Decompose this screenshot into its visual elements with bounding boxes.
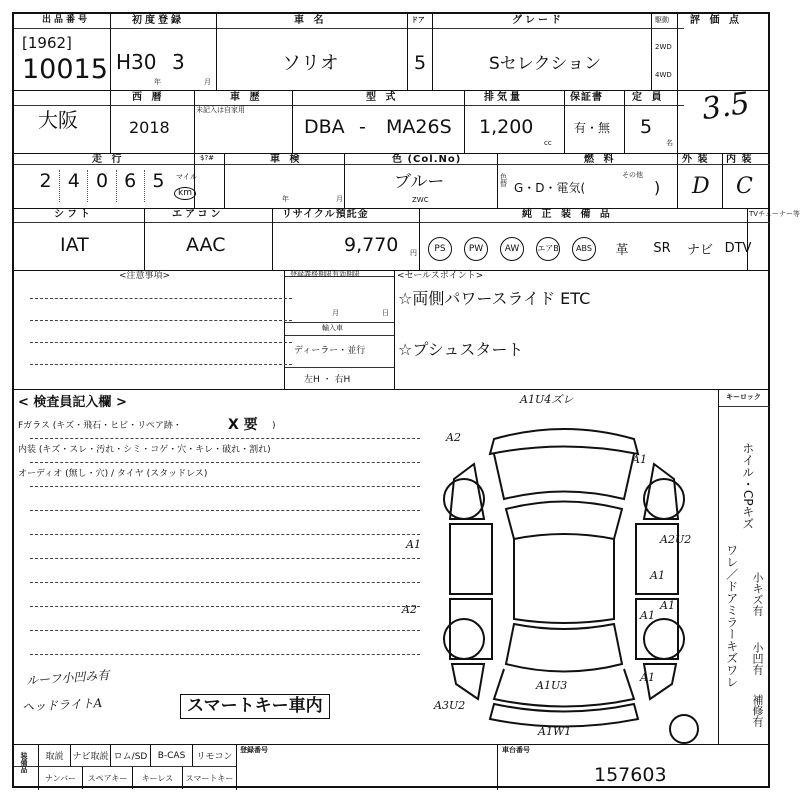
mileage-label: 走 行 xyxy=(92,154,125,165)
drive-4wd: 4WD xyxy=(655,71,672,79)
cc-unit: cc xyxy=(544,139,552,147)
region: 大阪 xyxy=(38,108,78,132)
chassis-label: 車台番号 xyxy=(502,746,530,754)
registration-label: 登録番号 xyxy=(240,746,268,754)
damage-mark: A1 xyxy=(660,599,675,612)
key-lock-label: キーロック xyxy=(726,393,761,401)
damage-mark: A1 xyxy=(650,569,665,582)
capacity-label: 定 員 xyxy=(632,92,665,103)
exterior-grade: D xyxy=(692,174,710,199)
km-unit: km xyxy=(174,187,196,200)
auction-sheet xyxy=(12,12,800,788)
lot-number: 10015 xyxy=(22,54,108,85)
fuel-label: 燃 料 xyxy=(584,154,617,165)
damage-mark: A1 xyxy=(640,671,655,684)
doors: 5 xyxy=(414,52,427,74)
displacement-label: 排気量 xyxy=(484,92,523,103)
damage-mark: A1U4ズレ xyxy=(520,393,574,406)
footer-equipment-label: 装備品 xyxy=(20,752,28,773)
fuel: G・D・電気( xyxy=(514,181,586,195)
damage-mark: A3U2 xyxy=(434,699,466,712)
footer-items-row1 xyxy=(39,745,236,766)
vertical-note-4: 小凹有 xyxy=(751,642,764,675)
shift-label: シフト xyxy=(54,209,93,220)
damage-mark: A1 xyxy=(406,538,421,551)
import-label: 輸入車 xyxy=(322,324,343,332)
inspector-title: < 検査員記入欄 > xyxy=(18,395,127,410)
interior-grade: C xyxy=(736,174,753,199)
month-unit: 月 xyxy=(204,78,211,86)
western-year: 2018 xyxy=(129,118,170,137)
dereg-month: 月 xyxy=(332,309,339,317)
handwritten-note-1: ルーフ小凹み有 xyxy=(25,668,110,688)
grade-label: グレード xyxy=(512,15,564,26)
color: ブルー xyxy=(394,172,445,192)
color-change: 色替 xyxy=(500,173,507,188)
sharp-label: $?# xyxy=(200,154,215,162)
recycle-label: リサイクル預託金 xyxy=(282,209,369,220)
fuel-close: ) xyxy=(654,178,661,197)
footer-item: ナンバー xyxy=(39,767,83,789)
import-type: ディーラー・並行 xyxy=(294,346,366,356)
handle-side: 左H ・ 右H xyxy=(304,375,351,385)
score-label: 評 価 点 xyxy=(690,15,742,26)
mileage-digit: 4 xyxy=(60,170,88,202)
model-dash: - xyxy=(359,116,366,138)
inspection-year: 年 xyxy=(282,195,289,203)
mileage-digit: 6 xyxy=(117,170,145,202)
handwritten-note-2: ヘッドライトA xyxy=(21,695,103,715)
first-reg-label: 初度登録 xyxy=(132,15,184,26)
damage-mark: A2 xyxy=(402,603,417,616)
first-reg-month: 3 xyxy=(172,50,185,74)
deregistration-label: 登録義務期限有効期限 xyxy=(290,270,360,278)
damage-mark: A1 xyxy=(640,609,655,622)
car-name: ソリオ xyxy=(282,52,339,74)
equip-dtv: DTV xyxy=(724,240,752,256)
lot-label: 出品番号 xyxy=(42,15,91,25)
history-sub: 未記入は自家用 xyxy=(196,106,245,114)
mileage-digit: 2 xyxy=(32,170,60,202)
footer-item: ロム/SD xyxy=(111,745,151,766)
damage-mark: A1 xyxy=(632,453,647,466)
model-code: MA26S xyxy=(386,116,452,138)
selling-label: <セールスポイント> xyxy=(397,271,484,281)
damage-mark: A1W1 xyxy=(538,725,572,738)
grade: Sセレクション xyxy=(489,54,602,74)
warranty-label: 保証書 xyxy=(570,92,603,103)
inspection-label: 車 検 xyxy=(270,154,303,165)
inspection-month: 月 xyxy=(336,195,343,203)
equip-airbag: エアB xyxy=(536,237,560,261)
car-diagram xyxy=(414,399,714,744)
model-label: 型 式 xyxy=(366,92,399,103)
lot-year: [1962] xyxy=(22,34,72,52)
person-unit: 名 xyxy=(666,139,673,147)
footer-item: B-CAS xyxy=(151,745,193,766)
warranty: 有・無 xyxy=(574,121,611,135)
equip-abs: ABS xyxy=(572,237,596,261)
door-label: ドア xyxy=(411,16,425,24)
model-prefix: DBA xyxy=(304,116,345,138)
interior-note: 内装 (キズ・スレ・汚れ・シミ・コゲ・穴・キレ・破れ・割れ) xyxy=(18,445,271,455)
equip-pw: PW xyxy=(464,237,488,261)
interior-label: 内 装 xyxy=(726,154,753,165)
score: 3.5 xyxy=(699,85,752,128)
equip-navi: ナビ xyxy=(686,242,713,258)
western-year-label: 西 暦 xyxy=(132,92,165,103)
smart-key-stamp: スマートキー車内 xyxy=(180,694,330,719)
footer-items-row2 xyxy=(39,767,236,789)
selling-point-1: ☆両側パワースライド ETC xyxy=(398,289,591,308)
displacement: 1,200 xyxy=(479,116,534,138)
fuel-other: その他 xyxy=(622,171,643,179)
damage-mark: A2 xyxy=(446,431,461,444)
equipment-list xyxy=(422,230,768,266)
cautions-label: <注意事項> xyxy=(119,271,171,281)
shift: IAT xyxy=(60,234,89,256)
color-label: 色 (Col.No) xyxy=(392,154,462,165)
ac-label: エアコン xyxy=(172,209,224,220)
footer-item: スペアキー xyxy=(83,767,133,789)
tuner-label: TVチューナー等 xyxy=(749,210,800,218)
color-code: ZWC xyxy=(412,196,429,204)
windshield-close: ) xyxy=(272,421,276,431)
windshield-mark: X 要 xyxy=(228,417,258,433)
selling-point-2: ☆プシュスタート xyxy=(398,340,524,359)
first-reg-era: H30 xyxy=(116,50,157,74)
ac: AAC xyxy=(186,234,226,256)
history-label: 車 歴 xyxy=(230,92,263,103)
equip-aw: AW xyxy=(500,237,524,261)
vertical-note-3: 小キズ有 xyxy=(751,572,764,616)
footer-item: リモコン xyxy=(196,752,233,762)
car-name-label: 車 名 xyxy=(294,15,327,26)
dereg-day: 日 xyxy=(382,309,389,317)
year-unit: 年 xyxy=(154,78,161,86)
exterior-label: 外 装 xyxy=(682,154,709,165)
mileage-digit: 0 xyxy=(88,170,116,202)
equip-leather: 革 xyxy=(615,242,629,258)
windshield-note: Fガラス (キズ・飛石・ヒビ・リペア跡・ xyxy=(18,421,182,431)
drive-label: 駆動 xyxy=(655,16,669,24)
yen-unit: 円 xyxy=(410,249,417,257)
damage-mark: A1U3 xyxy=(536,679,568,692)
mileage-digit: 5 xyxy=(152,170,165,192)
vertical-note-2: ワレ／ドアミラーキズワレ xyxy=(724,544,739,688)
damage-mark: A2U2 xyxy=(660,533,692,546)
drive-2wd: 2WD xyxy=(655,43,672,51)
audio-note: オーディオ (無し・穴) / タイヤ (スタッドレス) xyxy=(18,469,208,479)
equipment-label: 純 正 装 備 品 xyxy=(522,209,613,220)
mileage-digits xyxy=(32,170,172,202)
vertical-note-1: ホイル・CPキズ xyxy=(740,442,755,530)
equip-sunroof: SR xyxy=(653,240,671,256)
chassis-number: 157603 xyxy=(594,764,667,786)
equip-ps: PS xyxy=(428,237,452,261)
footer-item: 取説 xyxy=(39,745,71,766)
footer-item: キーレス xyxy=(133,767,183,789)
mile-unit: マイル xyxy=(176,173,197,181)
footer-item: スマートキー xyxy=(185,773,234,783)
capacity: 5 xyxy=(640,116,653,138)
footer-item: ナビ取説 xyxy=(71,745,111,766)
vertical-note-5: 補修有 xyxy=(751,694,764,727)
recycle-fee: 9,770 xyxy=(344,234,399,256)
